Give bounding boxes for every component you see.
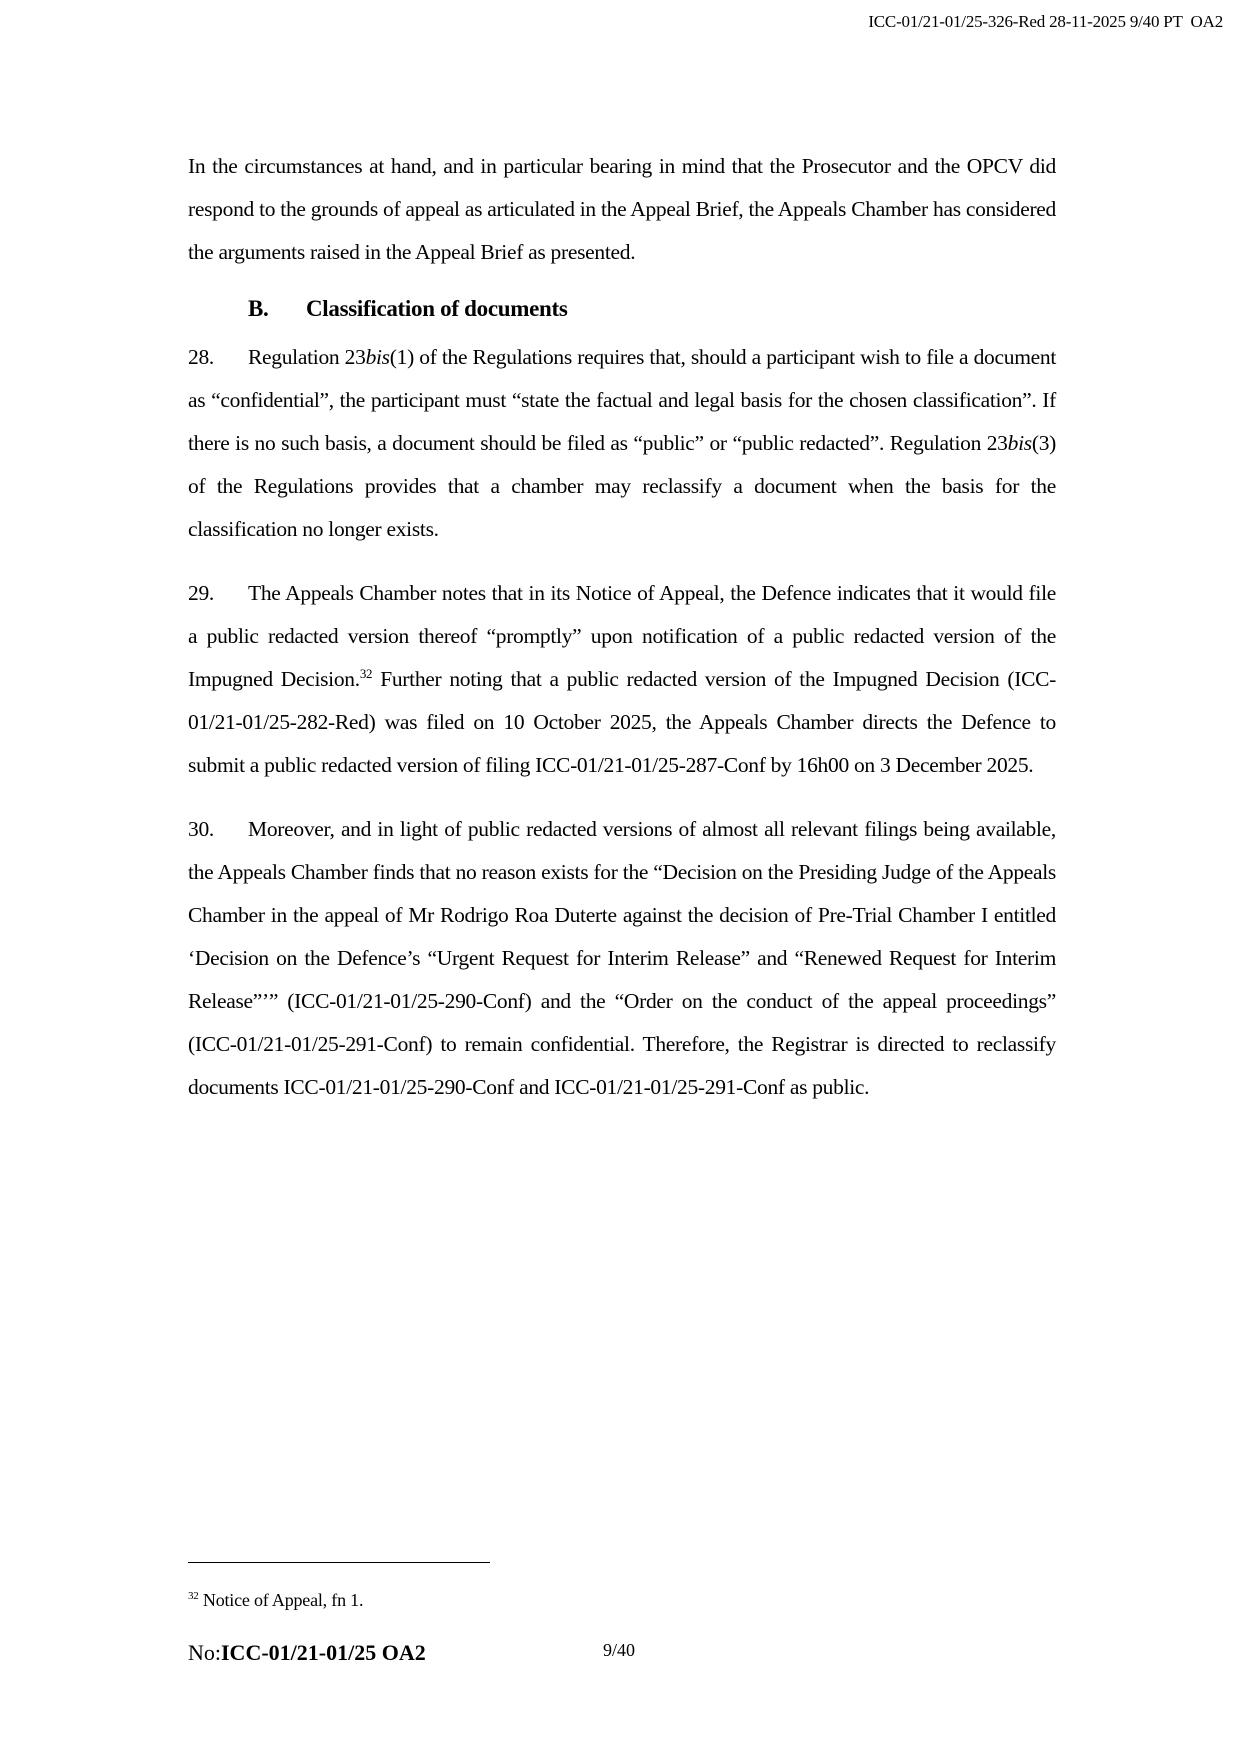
paragraph-number: 28. (188, 345, 214, 369)
document-body (188, 145, 1056, 1130)
footnote-text: Notice of Appeal, fn 1. (198, 1590, 364, 1610)
footnote-reference[interactable]: 32 (359, 665, 373, 681)
case-prefix: No: (188, 1640, 221, 1665)
paragraph-number: 29. (188, 581, 214, 605)
section-heading (248, 294, 1056, 324)
footnote-separator (188, 1562, 490, 1563)
footnote-number: 32 (188, 1590, 199, 1602)
document-stamp: ICC-01/21-01/25-326-Red 28-11-2025 9/40 PT OA2 (868, 12, 1223, 31)
paragraph-28: 28. Regulation 23bis(1) of the Regulations requires that, should a participant wish to file a document as “confidential”, the participant must “state the factual and legal basis for the chosen classification”. If there is no such basis, a document should be filed as “public” or “public redacted”. Regulation 23bis(3) of the Regulations provides that a chamber may reclassify a document when the basis for the classification no longer exists. (188, 336, 1056, 551)
page-footer (188, 1640, 636, 1666)
paragraph-number: 30. (188, 817, 214, 841)
intro-paragraph: In the circumstances at hand, and in particular bearing in mind that the Prosecutor and the OPCV did respond to the grounds of appeal as articulated in the Appeal Brief, the Appeals Chamber has considered the arguments raised in the Appeal Brief as presented. (188, 154, 1056, 264)
paragraph-30: 30. Moreover, and in light of public redacted versions of almost all relevant filings being available, the Appeals Chamber finds that no reason exists for the “Decision on the Presiding Judge of the Appeals Chamber in the appeal of Mr Rodrigo Roa Duterte against the decision of Pre-Trial Chamber I entitled ‘Decision on the Defence’s “Urgent Request for Interim Release” and “Renewed Request for Interim Release”’” (ICC-01/21-01/25-290-Conf) and the “Order on the conduct of the appeal proceedings” (ICC-01/21-01/25-291-Conf) to remain confidential. Therefore, the Registrar is directed to reclassify documents ICC-01/21-01/25-290-Conf and ICC-01/21-01/25-291-Conf as public. (188, 808, 1056, 1109)
case-number: ICC-01/21-01/25 OA2 (221, 1640, 426, 1665)
section-title: Classification of documents (306, 296, 568, 321)
section-number: B. (248, 296, 269, 321)
footnote-32 (188, 1590, 363, 1611)
paragraph-29: 29. The Appeals Chamber notes that in its Notice of Appeal, the Defence indicates that it would file a public redacted version thereof “promptly” upon notification of a public redacted version of the Impugned Decision.$^{32}$ Further noting that a public redacted version of the Impugned Decision (ICC-01/21-01/25-282-Red) was filed on 10 October 2025, the Appeals Chamber directs the Defence to submit a public redacted version of filing ICC-01/21-01/25-287-Conf by 16h00 on 3 December 2025. (188, 572, 1056, 787)
page-number: 9/40 (603, 1640, 636, 1660)
